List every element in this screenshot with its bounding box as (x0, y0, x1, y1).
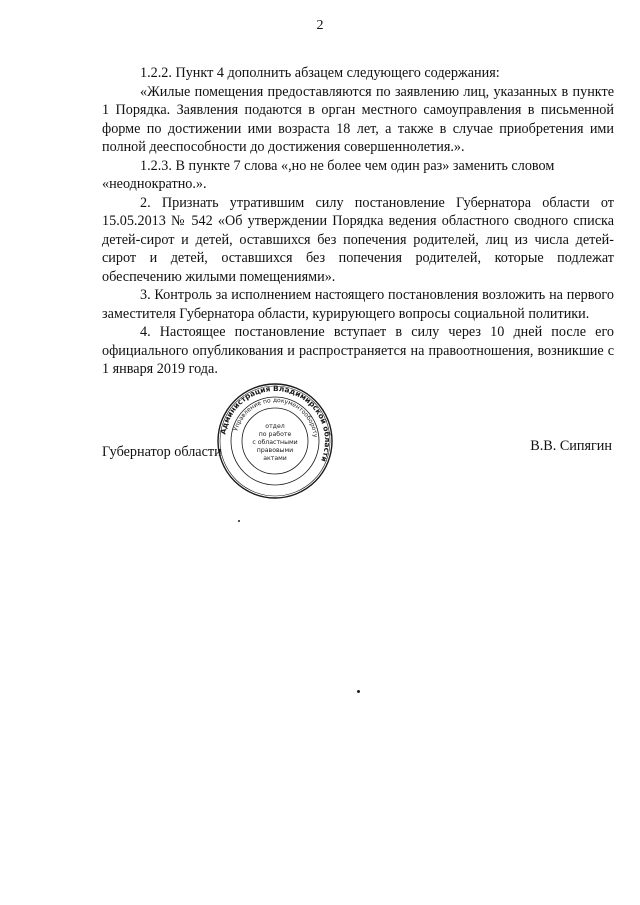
seal-center-line: правовыми (256, 447, 294, 454)
signatory-title: Губернатор области (102, 444, 222, 460)
paragraph-4: 4. Настоящее постановление вступает в силу через 10 дней после его официального опубликования и распространяется на правоотношения, возникшие с 1 января 2019 года. (102, 324, 614, 377)
seal-outer-text: Администрация Владимирской области (218, 383, 333, 464)
signature-block (102, 438, 614, 462)
seal-center-line: актами (263, 455, 287, 462)
paragraph-1-2-3-continued: «неоднократно.». (102, 176, 207, 192)
document-body (102, 64, 614, 379)
seal-center-line: отдел (265, 423, 285, 430)
paragraph-1-2-2: 1.2.2. Пункт 4 дополнить абзацем следующего содержания: (140, 65, 500, 81)
stray-mark (238, 520, 240, 522)
official-seal-stamp (216, 382, 334, 500)
seal-center-line: с областными (252, 439, 298, 446)
signatory-name: В.В. Сипягин (530, 438, 612, 454)
paragraph-quote: «Жилые помещения предоставляются по заявлению лиц, указанных в пункте 1 Порядка. Заявления подаются в орган местного самоуправления в письменной форме по достижении ими возраста 18 лет, а также в случае приобретения ими полной дееспособности до достижения совершеннолетия.». (102, 83, 614, 155)
seal-center-line: по работе (258, 431, 292, 438)
paragraph-1-2-3: 1.2.3. В пункте 7 слова «,но не более чем один раз» заменить словом (140, 157, 555, 174)
page-number: 2 (316, 18, 324, 33)
paragraph-2: 2. Признать утратившим силу постановление Губернатора области от 15.05.2013 № 542 «Об утверждении Порядка ведения областного сводного списка детей-сирот и детей, оставшихся без попечения родителей, лиц из числа детей-сирот и детей, оставшихся без попечения родителей, которые подлежат обеспечению жилыми помещениями». (102, 194, 614, 285)
paragraph-3: 3. Контроль за исполнением настоящего постановления возложить на первого заместителя Губернатора области, курирующего вопросы социальной политики. (102, 287, 614, 322)
seal-inner-text: Управление по документообороту (232, 396, 319, 438)
stray-mark (357, 690, 360, 693)
